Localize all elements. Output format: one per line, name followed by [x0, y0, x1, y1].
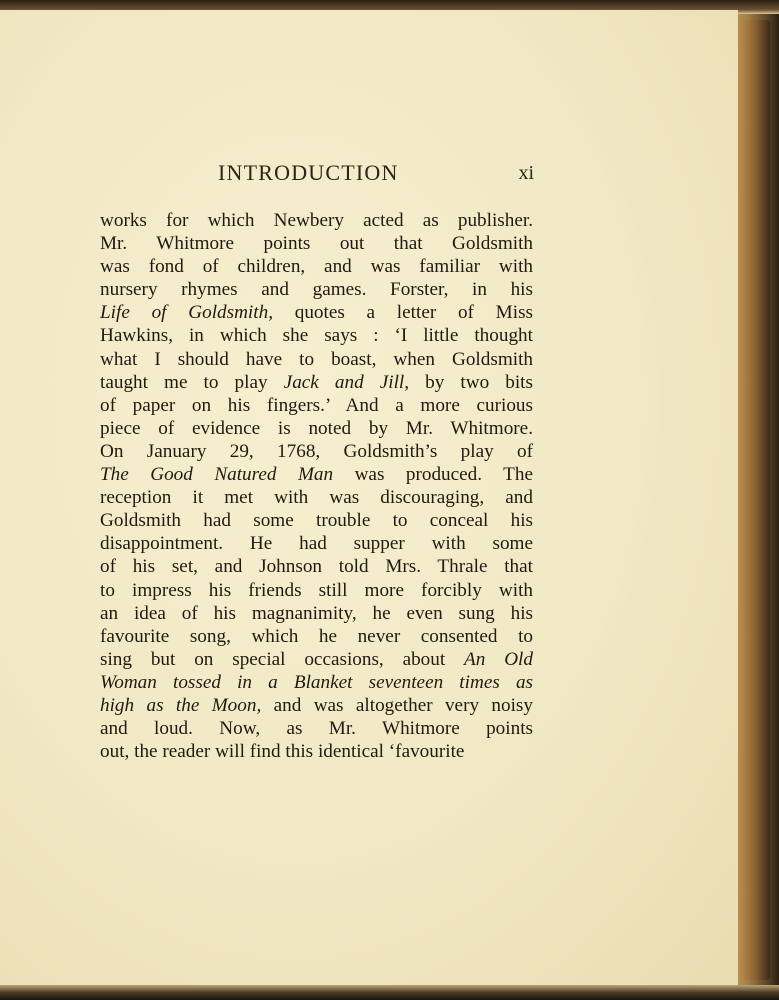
text-segment: works for which Newbery acted as publisher. — [100, 210, 533, 231]
text-segment: was produced. The — [333, 464, 533, 486]
text-line — [100, 232, 533, 255]
running-head-title: INTRODUCTION — [218, 160, 399, 185]
text-line — [100, 648, 533, 671]
text-line — [100, 463, 533, 486]
text-line — [100, 255, 533, 278]
text-line — [100, 694, 533, 717]
italic-title-text: Life of Goldsmith, — [100, 302, 273, 324]
text-segment: and loud. Now, as Mr. Whitmore points — [100, 718, 533, 740]
text-segment: nursery rhymes and games. Forster, in his — [100, 279, 533, 301]
text-line — [100, 348, 533, 371]
text-segment: reception it met with was discouraging, and — [100, 487, 533, 509]
italic-title-text: Jack and Jill, — [283, 371, 410, 393]
text-line — [100, 555, 533, 578]
bottom-shadow — [0, 985, 779, 1000]
book-page — [0, 10, 738, 985]
text-segment: by two bits — [409, 371, 533, 393]
text-segment: of his set, and Johnson told Mrs. Thrale that — [100, 556, 533, 578]
italic-title-text: Woman tossed in a Blanket seventeen times as — [100, 671, 533, 693]
text-segment: was fond of children, and was familiar with — [100, 256, 533, 278]
text-segment: what I should have to boast, when Goldsmith — [100, 348, 533, 370]
text-segment: taught me to play — [100, 371, 284, 393]
text-segment: Goldsmith had some trouble to conceal his — [100, 510, 533, 532]
book-cover-edge — [740, 20, 770, 980]
italic-title-text: high as the Moon, — [100, 694, 262, 716]
text-segment: out, the reader will find this identical ‘favourite — [100, 741, 465, 763]
text-line — [100, 625, 533, 648]
text-line — [100, 324, 533, 347]
text-line — [100, 671, 533, 694]
text-line — [100, 440, 533, 463]
text-line — [100, 278, 533, 301]
page-number: xi — [518, 162, 534, 184]
text-segment: piece of evidence is noted by Mr. Whitmore. — [100, 417, 533, 439]
text-segment: sing but on special occasions, about — [100, 648, 465, 670]
text-line — [100, 371, 533, 394]
text-line — [100, 486, 533, 509]
text-line — [100, 579, 533, 602]
body-text — [100, 209, 533, 763]
text-segment: Hawkins, in which she says : ‘I little thought — [100, 325, 533, 347]
text-segment: quotes a letter of Miss — [273, 302, 533, 324]
text-line — [100, 417, 533, 440]
text-segment: Mr. Whitmore points out that Goldsmith — [100, 233, 533, 255]
text-line — [100, 209, 533, 232]
italic-title-text: The Good Natured Man — [100, 464, 334, 486]
text-segment: favourite song, which he never consented to — [100, 625, 533, 647]
text-line — [100, 301, 533, 324]
text-segment: and was altogether very noisy — [261, 694, 533, 716]
text-segment: disappointment. He had supper with some — [100, 533, 533, 555]
text-segment: an idea of his magnanimity, he even sung his — [100, 602, 533, 624]
text-line — [100, 509, 533, 532]
italic-title-text: An Old — [464, 648, 533, 670]
text-segment: of paper on his fingers.’ And a more curious — [100, 394, 533, 416]
text-segment: On January 29, 1768, Goldsmith’s play of — [100, 440, 533, 462]
text-line — [100, 602, 533, 625]
text-segment: to impress his friends still more forcibly with — [100, 579, 533, 601]
text-line — [100, 717, 533, 740]
text-line — [100, 394, 533, 417]
text-line — [100, 532, 533, 555]
running-head — [100, 160, 536, 190]
text-line — [100, 740, 533, 763]
